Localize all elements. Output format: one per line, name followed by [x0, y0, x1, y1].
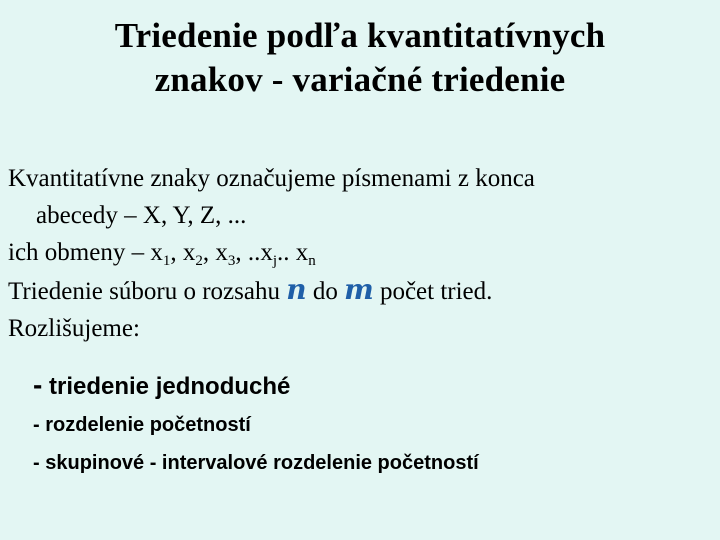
subscript: 2: [195, 253, 203, 269]
list-item: [33, 406, 693, 444]
variants-text: .. x: [277, 239, 309, 266]
subscript: n: [308, 253, 316, 269]
paragraph-quantitative-signs: [8, 160, 714, 197]
list-item-text: triedenie jednoduché: [49, 373, 291, 400]
subscript: j: [272, 253, 278, 269]
paragraph-variants: [8, 234, 714, 271]
slide-body: [8, 160, 714, 347]
sorting-text: Triedenie súboru o rozsahu: [8, 278, 287, 305]
list-item-text: rozdelenie početností: [45, 414, 251, 436]
paragraph-distinguish: [8, 310, 714, 347]
list-item: [33, 444, 693, 482]
subscript: 3: [227, 253, 236, 269]
bullet-dash: -: [33, 414, 40, 436]
paragraph-alphabet: [8, 197, 714, 234]
paragraph-text: abecedy – X, Y, Z, ...: [36, 202, 247, 229]
variable-m: m: [344, 273, 374, 306]
variants-text: , ..x: [235, 239, 273, 266]
slide-title: [30, 14, 690, 102]
title-line-1: Triedenie podľa kvantitatívnych: [114, 16, 606, 55]
paragraph-sorting: [8, 271, 714, 310]
sorting-text: do: [306, 278, 345, 305]
variants-text: , x: [202, 239, 228, 266]
variable-n: n: [286, 273, 307, 306]
bullet-dash: -: [33, 452, 40, 474]
sorting-types-list: [33, 366, 693, 482]
variants-text: ich obmeny – x: [8, 239, 163, 266]
subscript: 1: [162, 253, 171, 269]
bullet-dash: -: [33, 369, 43, 400]
sorting-text: počet tried.: [373, 278, 493, 305]
title-line-2: znakov - variačné triedenie: [154, 60, 566, 99]
list-item: [33, 366, 693, 406]
list-item-text: skupinové - intervalové rozdelenie početností: [45, 452, 479, 474]
variants-text: , x: [170, 239, 196, 266]
paragraph-text: Kvantitatívne znaky označujeme písmenami z konca: [8, 165, 535, 192]
paragraph-text: Rozlišujeme:: [8, 315, 140, 342]
